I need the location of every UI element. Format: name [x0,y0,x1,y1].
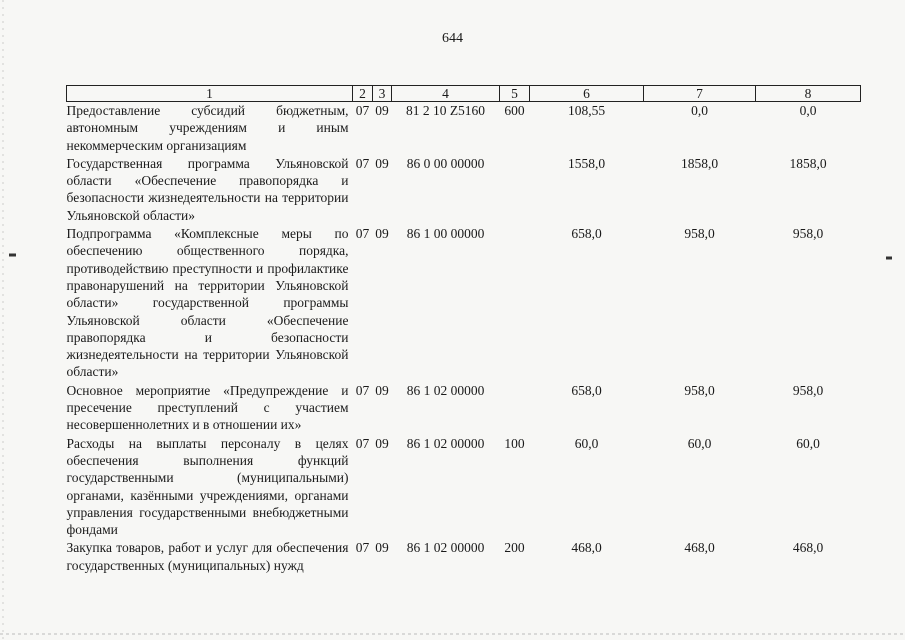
row-expense-type: 200 [504,540,525,556]
row-target-code: 86 0 00 00000 [406,155,485,171]
col-header-3: 3 [373,86,392,102]
row-amount-2: 0,0 [691,103,708,118]
row-section: 07 [355,382,370,398]
row-amount-2: 60,0 [687,435,712,451]
table-row [67,382,861,435]
row-name: Расходы на выплаты персоналу в целях обеспечения выполнения функций государственными (муниципальными) органами, казёнными учреждениями, органами управления государственными внебюджетными фондами [66,435,349,538]
row-amount-1: 1558,0 [567,155,606,171]
row-expense-type: 100 [504,435,525,451]
row-section: 07 [355,435,370,451]
table-row [67,435,861,540]
table-row [67,539,861,575]
row-amount-1: 658,0 [571,382,602,398]
row-amount-3: 1858,0 [789,155,827,171]
row-name: Основное мероприятие «Предупреждение и пресечение преступлений с участием несовершеннолетних и в отношении их» [66,382,349,433]
row-amount-1: 468,0 [571,540,602,556]
col-header-4: 4 [392,86,500,102]
row-name: Предоставление субсидий бюджетным, автономным учреждениям и иным некоммерческим организациям [66,103,349,153]
row-amount-2: 1858,0 [680,155,719,171]
row-expense-type: 600 [504,103,525,118]
row-target-code: 86 1 02 00000 [406,540,485,556]
row-name: Подпрограмма «Комплексные меры по обеспечению общественного порядка, противодействию преступности и профилактике правонарушений на территории Ульяновской области» государственной программы Ульяновской области «Обеспечение правопорядка и безопасности жизнедеятельности на территории Ульяновской области» [66,226,349,380]
col-header-8: 8 [756,86,861,102]
row-subsection: 09 [375,103,389,118]
row-section: 07 [355,226,370,242]
row-section: 07 [355,103,370,118]
row-expense-type [500,382,530,435]
page-number: 644 [442,31,463,46]
row-amount-3: 958,0 [792,226,824,242]
row-expense-type [500,225,530,382]
col-header-2: 2 [353,86,373,102]
col-header-6: 6 [530,86,644,102]
row-subsection: 09 [375,435,389,451]
col-header-7: 7 [644,86,756,102]
column-number-row [67,86,861,102]
row-target-code: 86 1 02 00000 [406,382,485,398]
row-section: 07 [355,155,370,171]
row-subsection: 09 [375,226,389,242]
table-row [67,155,861,225]
row-amount-3: 958,0 [792,382,824,398]
row-expense-type [500,155,530,225]
row-target-code: 86 1 02 00000 [406,435,485,451]
table-row [67,225,861,382]
row-amount-1: 658,0 [571,226,602,242]
budget-table [66,85,861,575]
col-header-5: 5 [500,86,530,102]
col-header-1: 1 [67,86,353,102]
row-subsection: 09 [375,540,389,556]
row-amount-1: 60,0 [574,435,599,451]
row-section: 07 [355,540,370,556]
row-amount-3: 0,0 [799,103,817,118]
row-subsection: 09 [375,382,389,398]
row-target-code: 81 2 10 Z5160 [405,103,486,118]
row-amount-3: 60,0 [796,435,820,451]
row-target-code: 86 1 00 00000 [406,226,485,242]
row-amount-2: 958,0 [684,382,715,398]
row-amount-2: 958,0 [684,226,715,242]
row-name: Государственная программа Ульяновской области «Обеспечение правопорядка и безопасности жизнедеятельности на территории Ульяновской области» [66,155,349,223]
row-amount-3: 468,0 [792,540,824,556]
row-subsection: 09 [375,155,389,171]
row-amount-1: 108,55 [567,103,606,118]
table-row [67,102,861,155]
row-amount-2: 468,0 [684,540,715,556]
row-name: Закупка товаров, работ и услуг для обеспечения государственных (муниципальных) нужд [66,540,349,573]
